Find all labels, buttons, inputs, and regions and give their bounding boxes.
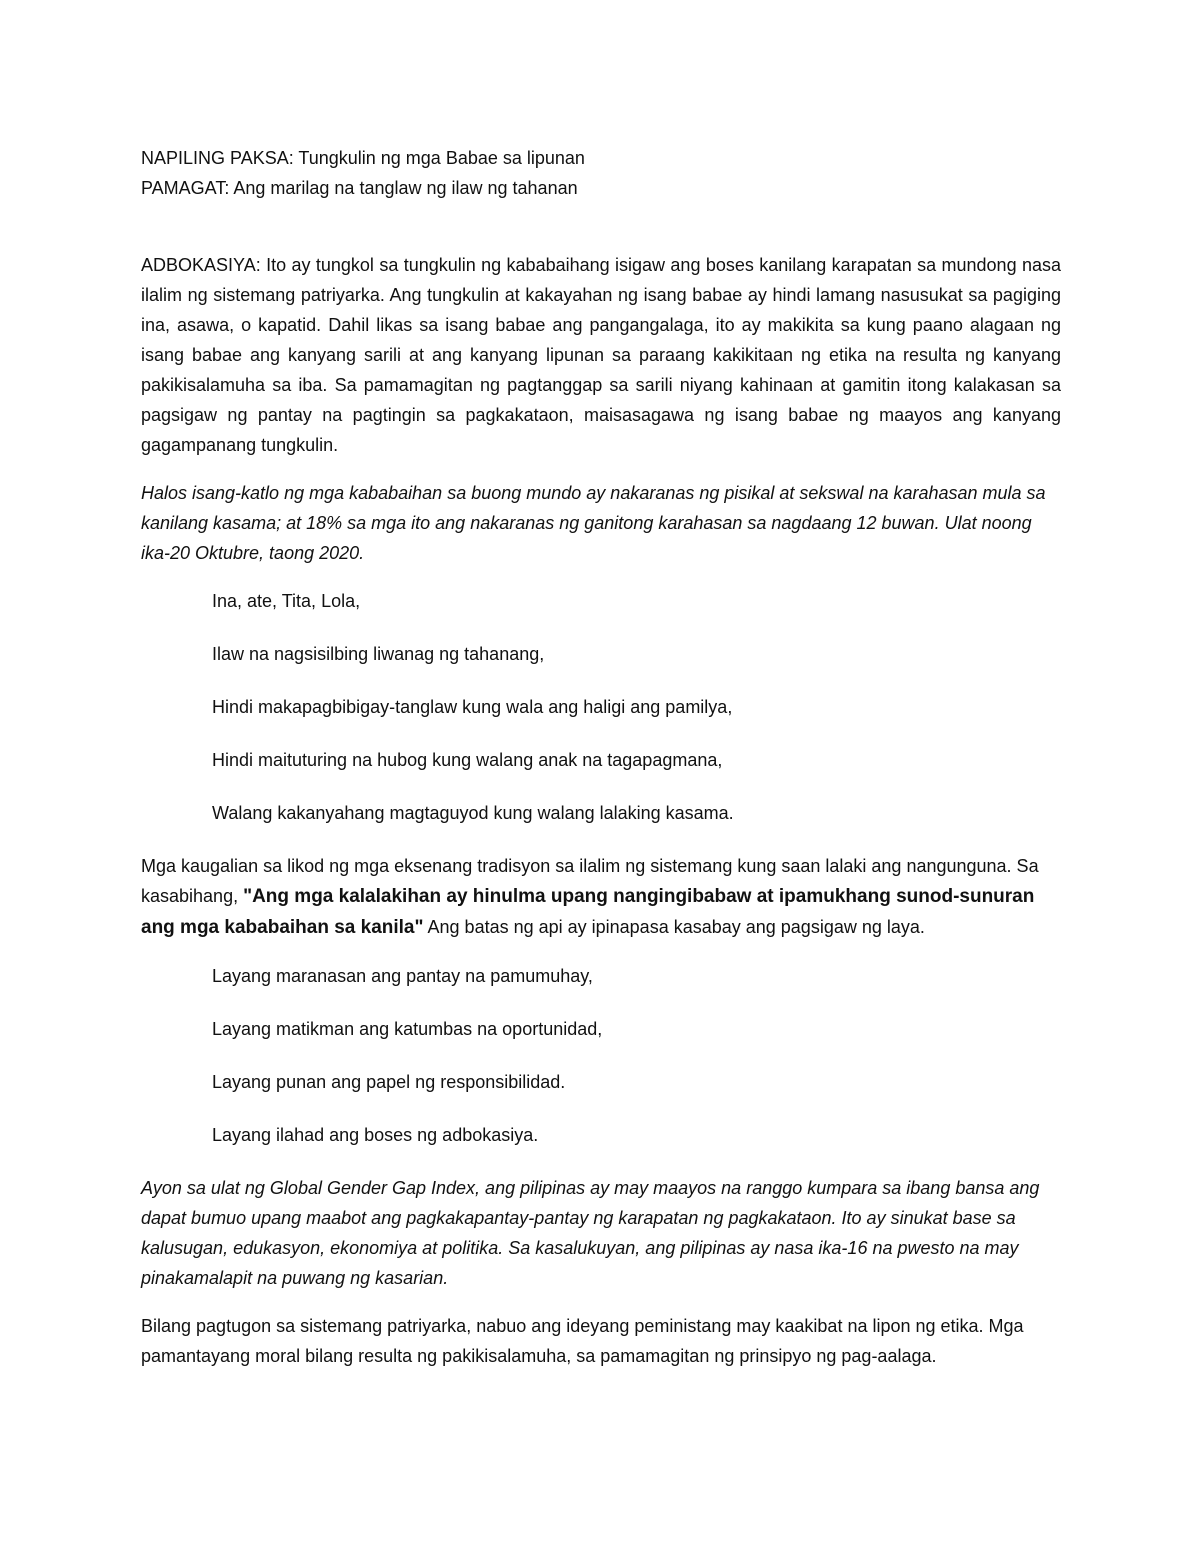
bold-quote: "Ang mga kalalakihan ay hinulma upang nangingibabaw at ipamukhang sunod-sunuran ang mga kababaihan sa kanila" (141, 886, 1035, 938)
advocacy-paragraph (141, 250, 1061, 460)
advocacy-text: Ito ay tungkol sa tungkulin ng kababaihang isigaw ang boses kanilang karapatan sa mundong nasa ilalim ng sistemang patriyarka. Ang tungkulin at kakayahan ng isang babae ay hindi lamang nasusukat sa pagiging ina, asawa, o kapatid. Dahil likas sa isang babae ang pangangalaga, ito ay makikita sa kung paano alagaan ng isang babae ang kanyang sarili at ang kanyang lipunan sa paraang kakikitaan ng etika na resulta ng kanyang pakikisalamuha sa iba. Sa pamamagitan ng pagtanggap sa sarili niyang kahinaan at gamitin itong kalakasan sa pagsigaw ng pantay na pagtingin sa pagkakataon, maisasagawa ng isang babae ng maayos ang kanyang gagampanang tungkulin. (141, 255, 1061, 455)
title-line (141, 173, 1061, 203)
poem-line: Layang punan ang papel ng responsibilidad. (212, 1072, 566, 1092)
statistic-paragraph-1: Halos isang-katlo ng mga kababaihan sa buong mundo ay nakaranas ng pisikal at sekswal na karahasan mula sa kanilang kasama; at 18% sa mga ito ang nakaranas ng ganitong karahasan sa nagdaang 12 buwan. Ulat noong ika-20 Oktubre, taong 2020. (141, 483, 1046, 563)
final-paragraph: Bilang pagtugon sa sistemang patriyarka, nabuo ang ideyang peministang may kaakibat na lipon ng etika. Mga pamantayang moral bilang resulta ng pakikisalamuha, sa pamamagitan ng prinsipyo ng pag-aalaga. (141, 1316, 1024, 1366)
topic-value: Tungkulin ng mga Babae sa lipunan (293, 148, 585, 168)
tradition-paragraph (141, 851, 1061, 943)
topic-line (141, 143, 1061, 173)
poem-line: Walang kakanyahang magtaguyod kung walang lalaking kasama. (212, 803, 734, 823)
title-label: PAMAGAT: (141, 178, 230, 198)
tradition-text-before: Mga kaugalian sa likod ng mga eksenang tradisyon sa ilalim ng sistemang kung saan lalaki ang nangunguna. Sa kasabihang, (141, 856, 1039, 906)
document-page (141, 143, 1061, 1389)
poem-stanza-1 (212, 586, 1061, 828)
poem-line: Hindi maituturing na hubog kung walang anak na tagapagmana, (212, 750, 723, 770)
poem-line: Layang maranasan ang pantay na pamumuhay, (212, 966, 593, 986)
poem-stanza-2 (212, 961, 1061, 1150)
poem-line: Ilaw na nagsisilbing liwanag ng tahanang, (212, 644, 545, 664)
advocacy-label: ADBOKASIYA: (141, 255, 261, 275)
poem-line: Hindi makapagbibigay-tanglaw kung wala ang haligi ang pamilya, (212, 697, 733, 717)
statistic-paragraph-2: Ayon sa ulat ng Global Gender Gap Index, ang pilipinas ay may maayos na ranggo kumpara sa ibang bansa ang dapat bumuo upang maabot ang pagkakapantay-pantay ng karapatan ng pagkakataon. Ito ay sinukat base sa kalusugan, edukasyon, ekonomiya at politika. Sa kasalukuyan, ang pilipinas ay nasa ika-16 na pwesto na may pinakamalapit na puwang ng kasarian. (141, 1178, 1040, 1288)
poem-line: Layang matikman ang katumbas na oportunidad, (212, 1019, 603, 1039)
topic-label: NAPILING PAKSA: (141, 148, 294, 168)
poem-line: Layang ilahad ang boses ng adbokasiya. (212, 1125, 539, 1145)
poem-line: Ina, ate, Tita, Lola, (212, 591, 361, 611)
title-value: Ang marilag na tanglaw ng ilaw ng tahanan (229, 178, 578, 198)
tradition-text-after: Ang batas ng api ay ipinapasa kasabay ang pagsigaw ng laya. (423, 917, 925, 937)
